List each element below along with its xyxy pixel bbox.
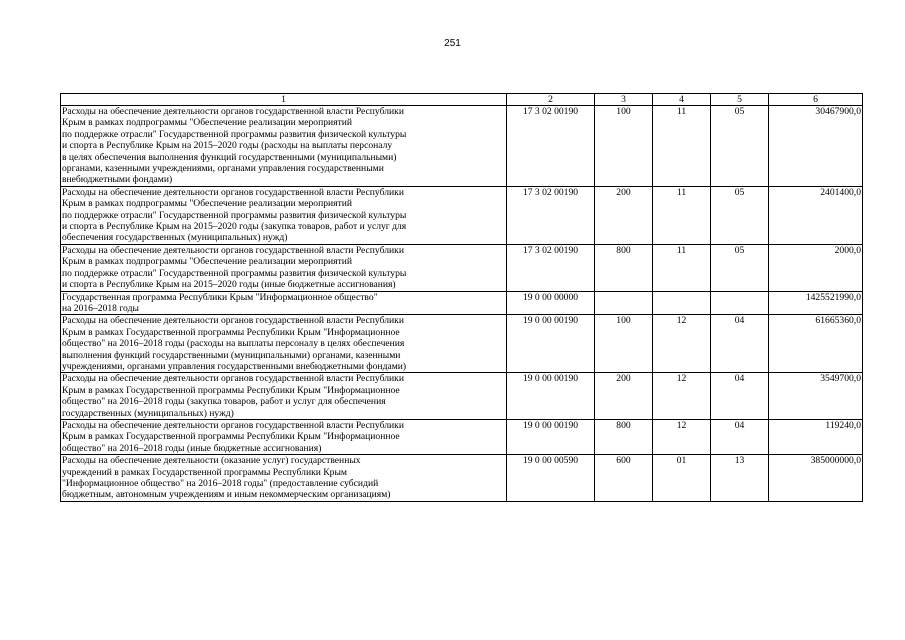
target-code-cell: 19 0 00 00190 xyxy=(507,315,595,373)
expense-type-cell: 800 xyxy=(595,419,653,454)
description-line: общество" на 2016–2018 годы (закупка товаров, работ и услуг для обеспечения xyxy=(62,396,386,408)
description-cell xyxy=(61,186,507,244)
header-cell: 5 xyxy=(711,94,769,106)
description-line: Крым в рамках Государственной программы Республики Крым "Информационное xyxy=(62,384,400,396)
section-cell: 11 xyxy=(653,106,711,187)
section-cell: 01 xyxy=(653,455,711,502)
description-line: государственных (муниципальных) нужд) xyxy=(62,407,234,419)
table-row xyxy=(61,419,863,454)
description-line: Крым в рамках подпрограммы "Обеспечение реализации мероприятий xyxy=(62,256,353,268)
description-cell xyxy=(61,419,507,454)
header-cell: 4 xyxy=(653,94,711,106)
description-line: Расходы на обеспечение деятельности органов государственной власти Республики xyxy=(62,419,404,431)
subsection-cell xyxy=(711,291,769,315)
section-cell: 12 xyxy=(653,419,711,454)
description-line: Крым в рамках Государственной программы Республики Крым "Информационное xyxy=(62,326,400,338)
description-line: Расходы на обеспечение деятельности органов государственной власти Республики xyxy=(62,373,404,385)
subsection-cell: 13 xyxy=(711,455,769,502)
target-code-cell: 17 3 02 00190 xyxy=(507,106,595,187)
amount-cell: 1425521990,0 xyxy=(769,291,863,315)
expense-type-cell: 600 xyxy=(595,455,653,502)
description-line: общество" на 2016–2018 годы (иные бюджетные ассигнования) xyxy=(62,442,322,454)
section-cell: 11 xyxy=(653,186,711,244)
table-row xyxy=(61,315,863,373)
header-cell: 2 xyxy=(507,94,595,106)
description-cell xyxy=(61,315,507,373)
description-line: по поддержке отрасли" Государственной программы развития физической культуры xyxy=(62,128,407,140)
target-code-cell: 19 0 00 00190 xyxy=(507,419,595,454)
description-line: на 2016–2018 годы xyxy=(62,302,139,314)
table-row xyxy=(61,186,863,244)
subsection-cell: 05 xyxy=(711,244,769,291)
description-line: Крым в рамках подпрограммы "Обеспечение реализации мероприятий xyxy=(62,117,353,129)
expense-type-cell: 100 xyxy=(595,106,653,187)
description-line: органами, казенными учреждениями, органами управления государственными xyxy=(62,163,384,175)
table-row xyxy=(61,373,863,420)
description-line: и спорта в Республике Крым на 2015–2020 годы (закупка товаров, работ и услуг для xyxy=(62,221,407,233)
description-line: Расходы на обеспечение деятельности органов государственной власти Республики xyxy=(62,106,404,117)
expense-type-cell: 100 xyxy=(595,315,653,373)
target-code-cell: 17 3 02 00190 xyxy=(507,244,595,291)
header-cell: 3 xyxy=(595,94,653,106)
description-line: учреждениями, органами управления государственными внебюджетными фондами) xyxy=(62,360,407,372)
table-row xyxy=(61,106,863,187)
subsection-cell: 04 xyxy=(711,315,769,373)
table-body xyxy=(61,106,863,502)
description-line: Расходы на обеспечение деятельности органов государственной власти Республики xyxy=(62,244,404,256)
expense-type-cell: 200 xyxy=(595,186,653,244)
header-cell: 6 xyxy=(769,94,863,106)
description-line: Расходы на обеспечение деятельности органов государственной власти Республики xyxy=(62,315,404,327)
description-line: Расходы на обеспечение деятельности органов государственной власти Республики xyxy=(62,186,404,198)
description-line: внебюджетными фондами) xyxy=(62,174,173,186)
description-line: обеспечения государственных (муниципальных) нужд) xyxy=(62,232,288,244)
description-line: Крым в рамках подпрограммы "Обеспечение реализации мероприятий xyxy=(62,198,353,210)
amount-cell: 385000000,0 xyxy=(769,455,863,502)
target-code-cell: 17 3 02 00190 xyxy=(507,186,595,244)
target-code-cell: 19 0 00 00590 xyxy=(507,455,595,502)
description-cell xyxy=(61,244,507,291)
amount-cell: 2401400,0 xyxy=(769,186,863,244)
description-line: выполнения функций государственными (муниципальными) органами, казенными xyxy=(62,349,401,361)
description-line: Крым в рамках Государственной программы Республики Крым "Информационное xyxy=(62,431,400,443)
page-number: 251 xyxy=(444,38,461,49)
subsection-cell: 04 xyxy=(711,373,769,420)
description-line: Расходы на обеспечение деятельности (оказание услуг) государственных xyxy=(62,455,361,467)
description-line: учреждений в рамках Государственной программы Республики Крым xyxy=(62,466,347,478)
subsection-cell: 05 xyxy=(711,186,769,244)
description-line: "Информационное общество" на 2016–2018 годы" (предоставление субсидий xyxy=(62,478,379,489)
section-cell: 11 xyxy=(653,244,711,291)
description-line: по поддержке отрасли" Государственной программы развития физической культуры xyxy=(62,267,407,279)
amount-cell: 3549700,0 xyxy=(769,373,863,420)
subsection-cell: 05 xyxy=(711,106,769,187)
section-cell: 12 xyxy=(653,315,711,373)
description-line: общество" на 2016–2018 годы (расходы на выплаты персоналу в целях обеспечения xyxy=(62,338,405,350)
header-row xyxy=(61,94,863,106)
amount-cell: 30467900,0 xyxy=(769,106,863,187)
description-line: в целях обеспечения выполнения функций государственными (муниципальными) xyxy=(62,151,397,163)
budget-table xyxy=(60,93,863,502)
section-cell: 12 xyxy=(653,373,711,420)
header-cell: 1 xyxy=(61,94,507,106)
section-cell xyxy=(653,291,711,315)
target-code-cell: 19 0 00 00190 xyxy=(507,373,595,420)
target-code-cell: 19 0 00 00000 xyxy=(507,291,595,315)
amount-cell: 2000,0 xyxy=(769,244,863,291)
description-line: по поддержке отрасли" Государственной программы развития физической культуры xyxy=(62,209,407,221)
description-line: Государственная программа Республики Крым "Информационное общество" xyxy=(62,291,378,303)
description-line: бюджетным, автономным учреждениям и иным некоммерческим организациям) xyxy=(62,489,391,501)
expense-type-cell: 200 xyxy=(595,373,653,420)
description-cell xyxy=(61,291,507,315)
subsection-cell: 04 xyxy=(711,419,769,454)
expense-type-cell xyxy=(595,291,653,315)
table-row xyxy=(61,455,863,502)
amount-cell: 61665360,0 xyxy=(769,315,863,373)
table-row xyxy=(61,291,863,315)
expense-type-cell: 800 xyxy=(595,244,653,291)
description-cell xyxy=(61,106,507,187)
amount-cell: 119240,0 xyxy=(769,419,863,454)
table-row xyxy=(61,244,863,291)
description-cell xyxy=(61,373,507,420)
description-line: и спорта в Республике Крым на 2015–2020 годы (расходы на выплаты персоналу xyxy=(62,140,393,152)
description-cell xyxy=(61,455,507,502)
description-line: и спорта в Республике Крым на 2015–2020 годы (иные бюджетные ассигнования) xyxy=(62,279,396,291)
